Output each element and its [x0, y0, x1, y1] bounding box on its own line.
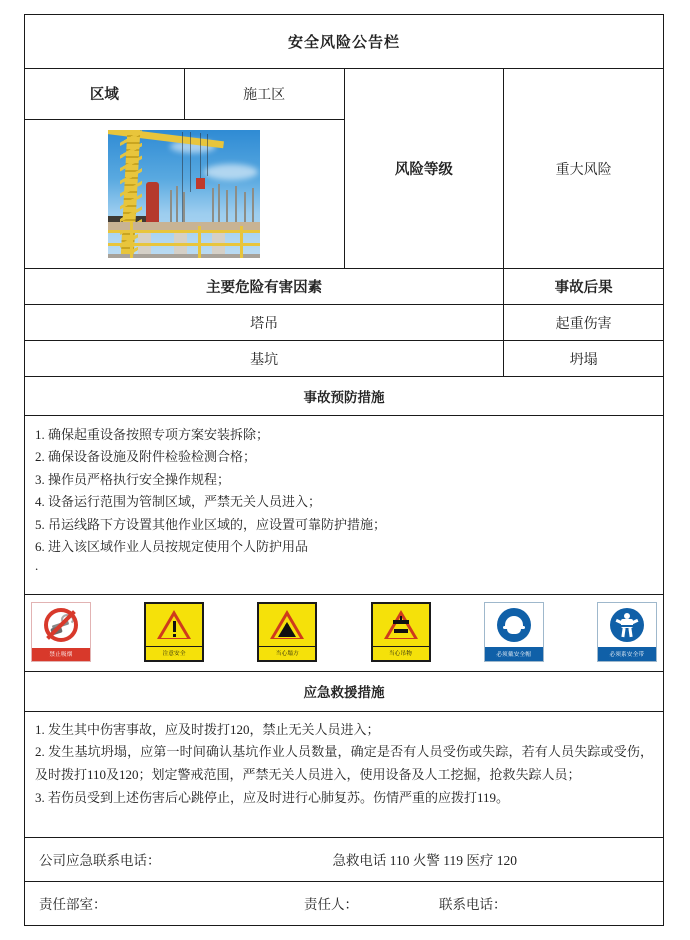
- safety-signs-strip: [25, 596, 663, 670]
- emergency-contact-cell: [25, 837, 664, 881]
- site-photo-cell: [25, 119, 345, 269]
- area-value: 施工区: [184, 69, 344, 119]
- company-emergency-label: 公司应急联系电话：: [39, 853, 161, 869]
- rescue-item: 1. 发生其中伤害事故，应及时拨打120，禁止无关人员进入；: [35, 721, 380, 737]
- risk-level-value: 重大风险: [504, 69, 664, 269]
- prevention-header-row: [25, 377, 664, 416]
- beware-collapse-sign: [257, 602, 317, 662]
- sign-label: 必须戴安全帽: [485, 647, 543, 661]
- helmet-icon: [485, 603, 543, 647]
- emergency-contact-row: [25, 837, 664, 881]
- prevention-item: 5. 吊运线路下方设置其他作业区域的，应设置可靠防护措施；: [35, 516, 387, 532]
- wear-helmet-sign: [484, 602, 544, 662]
- hazard-header-row: [25, 269, 664, 305]
- emergency-numbers: 急救电话 110 火警 119 医疗 120: [332, 853, 518, 869]
- hazard-consequence-0: 起重伤害: [504, 305, 664, 341]
- responsible-person-label: 责任人：: [304, 897, 358, 913]
- contact-phone-label: 联系电话：: [439, 897, 507, 913]
- area-label: 区域: [25, 69, 185, 119]
- prevention-item: 1. 确保起重设备按照专项方案安装拆除；: [35, 427, 270, 443]
- rescue-item: 3. 若伤员受到上述伤害后心跳停止，应及时进行心肺复苏。伤情严重的应拨打119。: [35, 789, 510, 805]
- prevention-body-row: [25, 416, 664, 595]
- safety-harness-icon: [598, 603, 656, 647]
- prevention-item: 3. 操作员严格执行安全操作规程；: [35, 471, 231, 487]
- responsibility-cell: [25, 881, 664, 925]
- hazard-row: [25, 341, 664, 377]
- wear-safety-belt-sign: [597, 602, 657, 662]
- rescue-body-row: [25, 711, 664, 837]
- no-smoking-sign: [31, 602, 91, 662]
- hazard-factor-1: 基坑: [25, 341, 504, 377]
- rescue-header-row: [25, 671, 664, 711]
- prevention-measures-list: [25, 416, 663, 578]
- area-row: [25, 69, 664, 119]
- caution-sign: [144, 602, 204, 662]
- safety-signs-cell: [25, 594, 664, 671]
- hazard-consequence-1: 坍塌: [504, 341, 664, 377]
- beware-falling-load-sign: [371, 602, 431, 662]
- trailing-mark: .: [35, 558, 39, 574]
- hazard-factors-header: 主要危险有害因素: [25, 269, 504, 305]
- title-row: [25, 15, 664, 69]
- sign-label: 当心塌方: [259, 646, 315, 660]
- prevention-measures-cell: [25, 416, 664, 595]
- safety-risk-notice-board: [24, 14, 664, 926]
- collapse-warning-icon: [259, 604, 315, 646]
- responsible-dept-label: 责任部室：: [39, 897, 107, 913]
- responsibility-row: [25, 881, 664, 925]
- risk-level-label: 风险等级: [344, 69, 504, 269]
- rescue-measures-cell: [25, 711, 664, 837]
- safety-signs-row: [25, 594, 664, 671]
- warning-triangle-icon: [146, 604, 202, 646]
- notice-table: [24, 14, 664, 926]
- prevention-item: 4. 设备运行范围为管制区域，严禁无关人员进入；: [35, 494, 322, 510]
- construction-site-photo: [108, 130, 260, 258]
- rescue-header: 应急救援措施: [25, 671, 664, 711]
- rescue-item: 2. 发生基坑坍塌，应第一时间确认基坑作业人员数量，确定是否有人员受伤或失踪，若有人员失踪或受伤，及时拨打110及120；划定警戒范围，严禁无关人员进入，使用设备及人工挖掘，抢救失踪人员；: [35, 744, 653, 783]
- rescue-measures-list: [25, 712, 663, 817]
- no-smoking-icon: [32, 603, 90, 647]
- hazard-factor-0: 塔吊: [25, 305, 504, 341]
- sign-label: 必须系安全带: [598, 647, 656, 661]
- page-title: 安全风险公告栏: [25, 15, 664, 69]
- consequence-header: 事故后果: [504, 269, 664, 305]
- sign-label: 注意安全: [146, 646, 202, 660]
- sign-label: 禁止吸烟: [32, 647, 90, 661]
- hazard-row: [25, 305, 664, 341]
- sign-label: 当心吊物: [373, 646, 429, 660]
- falling-load-icon: [373, 604, 429, 646]
- prevention-item: 2. 确保设备设施及附件检验检测合格；: [35, 449, 257, 465]
- prevention-header: 事故预防措施: [25, 377, 664, 416]
- prevention-item: 6. 进入该区域作业人员按规定使用个人防护用品: [35, 538, 309, 554]
